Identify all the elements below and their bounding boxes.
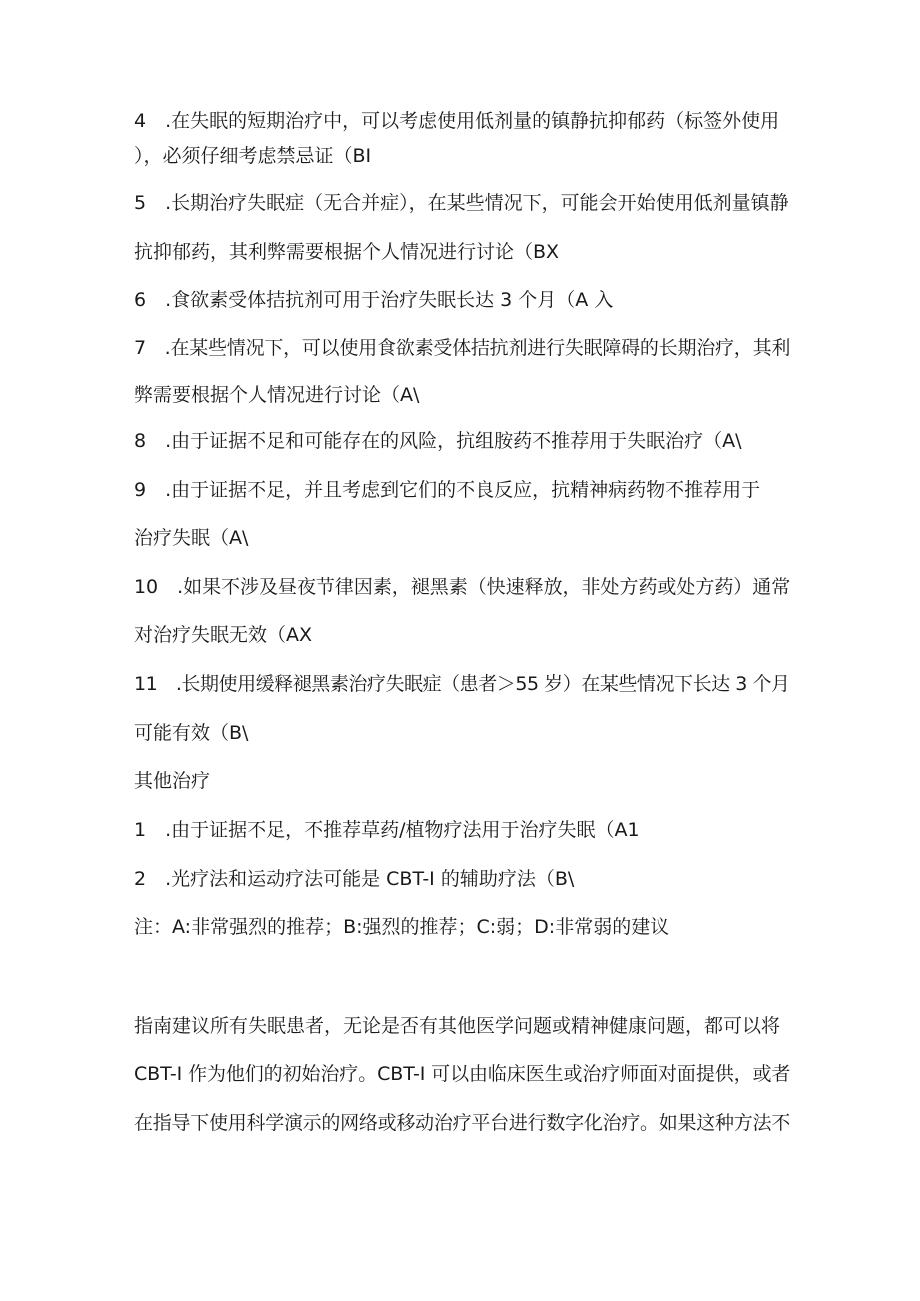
paragraph-line-2: CBT-I 作为他们的初始治疗。CBT-I 可以由临床医生或治疗师面对面提供，或者	[134, 1063, 791, 1085]
recommendation-10-line-1: 10 .如果不涉及昼夜节律因素，褪黑素（快速释放，非处方药或处方药）通常	[134, 576, 791, 598]
paragraph-line-1: 指南建议所有失眠患者，无论是否有其他医学问题或精神健康问题，都可以将	[134, 1015, 781, 1037]
recommendation-8-line-1: 8 .由于证据不足和可能存在的风险，抗组胺药不推荐用于失眠治疗（A\	[134, 430, 742, 452]
recommendation-7-line-2: 弊需要根据个人情况进行讨论（A\	[134, 384, 420, 406]
other-treatment-1-line-1: 1 .由于证据不足，不推荐草药/植物疗法用于治疗失眠（A1	[134, 819, 640, 841]
recommendation-7-line-1: 7 .在某些情况下，可以使用食欲素受体拮抗剂进行失眠障碍的长期治疗，其利	[134, 337, 791, 359]
legend-note: 注：A:非常强烈的推荐；B:强烈的推荐；C:弱；D:非常弱的建议	[134, 916, 670, 938]
recommendation-6-line-1: 6 .食欲素受体拮抗剂可用于治疗失眠长达 3 个月（A 入	[134, 289, 614, 311]
section-heading-other-treatments: 其他治疗	[134, 770, 211, 792]
recommendation-5-line-1: 5 .长期治疗失眠症（无合并症），在某些情况下，可能会开始使用低剂量镇静	[134, 192, 789, 214]
recommendation-9-line-2: 治疗失眠（A\	[134, 527, 249, 549]
other-treatment-2-line-1: 2 .光疗法和运动疗法可能是 CBT-I 的辅助疗法（B\	[134, 868, 575, 890]
recommendation-4-line-1: 4 .在失眠的短期治疗中，可以考虑使用低剂量的镇静抗抑郁药（标签外使用	[134, 110, 780, 132]
recommendation-11-line-2: 可能有效（B\	[134, 722, 249, 744]
recommendation-11-line-1: 11 .长期使用缓释褪黑素治疗失眠症（患者＞55 岁）在某些情况下长达 3 个月	[134, 673, 790, 695]
recommendation-5-line-2: 抗抑郁药，其利弊需要根据个人情况进行讨论（BX	[134, 241, 560, 263]
recommendation-9-line-1: 9 .由于证据不足，并且考虑到它们的不良反应，抗精神病药物不推荐用于	[134, 479, 761, 501]
recommendation-4-line-2: ），必须仔细考虑禁忌证（BI	[134, 145, 372, 167]
paragraph-line-3: 在指导下使用科学演示的网络或移动治疗平台进行数字化治疗。如果这种方法不	[134, 1112, 791, 1134]
recommendation-10-line-2: 对治疗失眠无效（AX	[134, 624, 313, 646]
